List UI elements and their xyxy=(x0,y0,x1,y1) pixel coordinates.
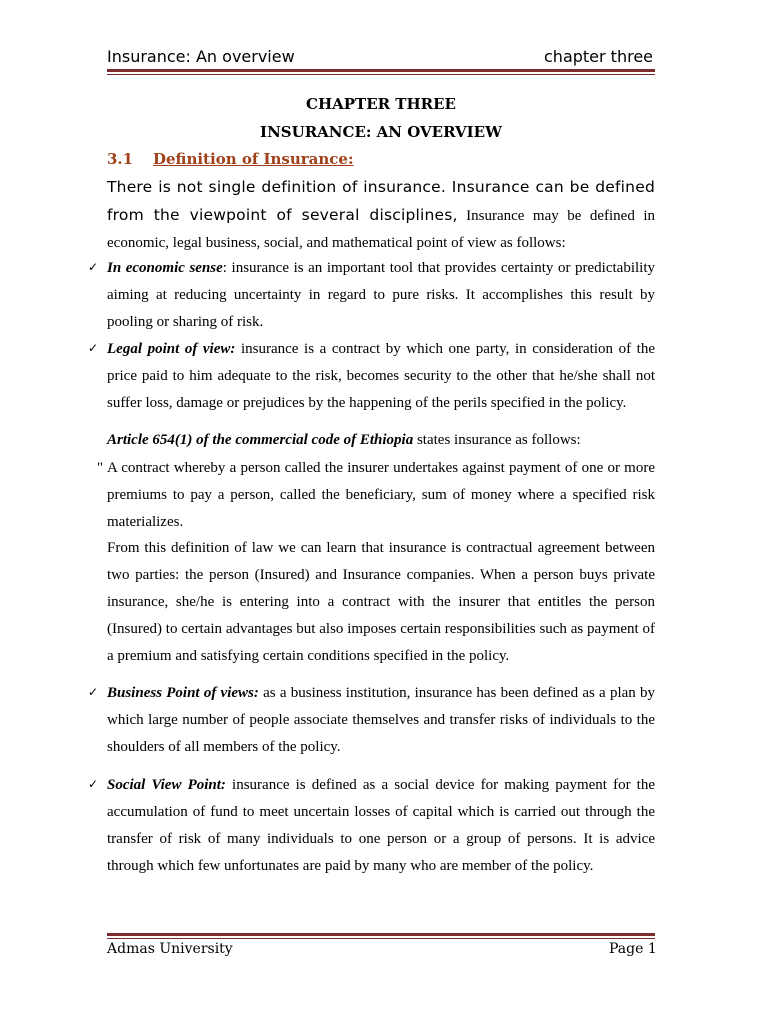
header-document-title: Insurance: An overview xyxy=(107,47,295,66)
bullet-business xyxy=(107,680,655,761)
check-mark-icon: ✓ xyxy=(88,341,99,355)
bullet-social-label: Social View Point: xyxy=(107,777,226,793)
chapter-heading: CHAPTER THREE xyxy=(306,95,456,113)
footer-institution: Admas University xyxy=(107,941,233,957)
section-number: 3.1 xyxy=(107,150,134,168)
check-mark-icon: ✓ xyxy=(88,260,99,274)
article-paragraph xyxy=(107,427,655,454)
intro-large-text: There is not single definition of insurance. Insurance can be defined from the viewpoint of several disciplines, xyxy=(107,178,655,224)
article-explanation: From this definition of law we can learn that insurance is contractual agreement between two parties: the person (Insured) and Insurance companies. When a person buys private insurance, she/he is entering into a contract with the insurer that entitles the person (Insured) to certain advantages but also imposes certain responsibilities such as payment of a premium and satisfying certain conditions specified in the policy. xyxy=(107,540,655,664)
check-mark-icon: ✓ xyxy=(88,777,99,791)
footer-rule-thick xyxy=(107,933,655,936)
chapter-subtitle: INSURANCE: AN OVERVIEW xyxy=(260,123,502,141)
section-heading xyxy=(107,150,354,168)
intro-paragraph xyxy=(107,174,655,257)
bullet-legal-label: Legal point of view: xyxy=(107,341,236,357)
bullet-economic-text: : insurance is an important tool that provides certainty or predictability aiming at reducing uncertainty in regard to pure risks. It accomplishes this result by pooling or sharing of risk. xyxy=(107,260,655,330)
article-quote: A contract whereby a person called the insurer undertakes against payment of one or more premiums to pay a person, called the beneficiary, sum of money where a specified risk materializes. xyxy=(107,460,655,530)
footer-page-number: Page 1 xyxy=(609,941,657,957)
bullet-legal-text: insurance is a contract by which one party, in consideration of the price paid to him adequate to the risk, becomes security to the other that he/she shall not suffer loss, damage or prejudices by the happening of the perils specified in the policy. xyxy=(107,341,655,411)
bullet-social-text: insurance is defined as a social device for making payment for the accumulation of fund to meet uncertain losses of capital which is carried out through the transfer of risk of many individuals to one person or a group of persons. It is advice through which few unfortunates are paid by many who are member of the policy. xyxy=(107,777,656,874)
footer-rule-thin xyxy=(107,938,655,939)
header-rule-thin xyxy=(107,74,655,75)
quote-mark: " xyxy=(97,460,104,476)
article-text: states insurance as follows: xyxy=(413,432,581,448)
header-rule-thick xyxy=(107,69,655,72)
bullet-business-label: Business Point of views: xyxy=(107,685,259,701)
article-label: Article 654(1) of the commercial code of Ethiopia xyxy=(107,432,414,448)
header-chapter-label: chapter three xyxy=(544,47,654,66)
bullet-social xyxy=(107,772,655,880)
bullet-economic-label: In economic sense xyxy=(107,260,223,276)
bullet-economic xyxy=(107,255,655,336)
section-title: Definition of Insurance: xyxy=(153,150,354,168)
bullet-business-text: as a business institution, insurance has been defined as a plan by which large number of people associate themselves and transfer risks of individuals to the shoulders of all members of the policy. xyxy=(107,685,656,755)
bullet-legal xyxy=(107,336,655,417)
intro-small-text: Insurance may be defined in economic, legal business, social, and mathematical point of view as follows: xyxy=(107,208,655,251)
check-mark-icon: ✓ xyxy=(88,685,99,699)
